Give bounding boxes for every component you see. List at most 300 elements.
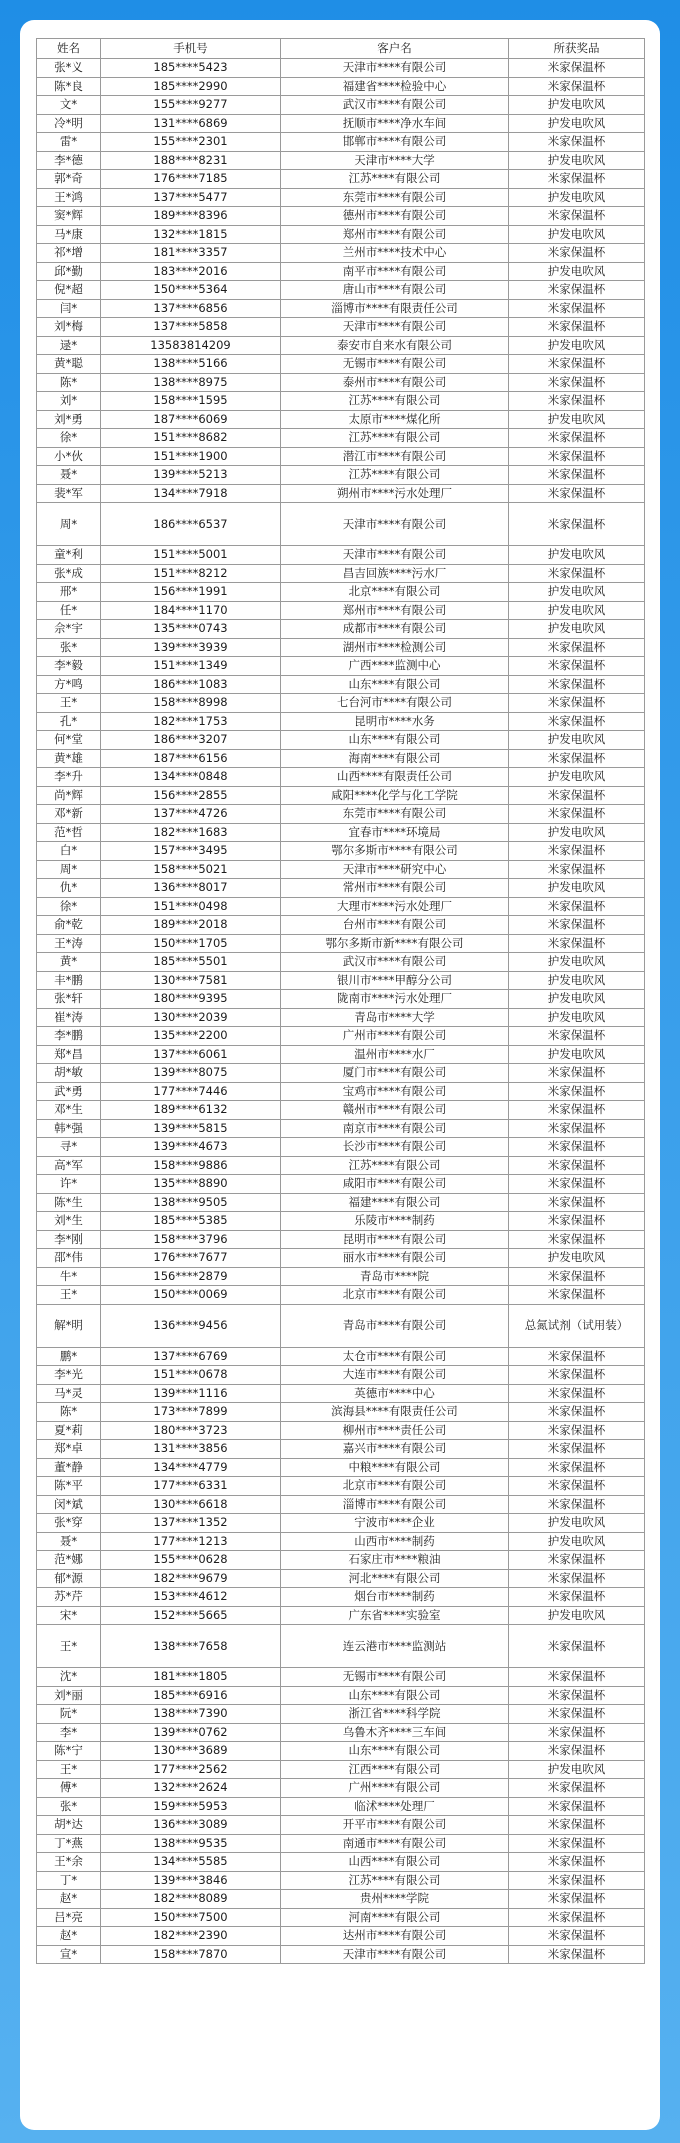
cell-prize: 米家保温杯 — [509, 1366, 645, 1385]
cell-phone: 139****1116 — [101, 1384, 281, 1403]
cell-phone: 185****5501 — [101, 953, 281, 972]
cell-name: 马*康 — [37, 225, 101, 244]
cell-customer: 郑州市****有限公司 — [281, 601, 509, 620]
cell-customer: 南通市****有限公司 — [281, 1834, 509, 1853]
cell-prize: 米家保温杯 — [509, 1477, 645, 1496]
cell-phone: 139****3939 — [101, 638, 281, 657]
cell-phone: 185****6916 — [101, 1686, 281, 1705]
cell-phone: 138****9535 — [101, 1834, 281, 1853]
table-row — [37, 1008, 645, 1027]
cell-name: 解*明 — [37, 1304, 101, 1347]
cell-phone: 137****5858 — [101, 318, 281, 337]
cell-customer: 天津市****有限公司 — [281, 59, 509, 78]
cell-prize: 护发电吹风 — [509, 879, 645, 898]
cell-phone: 139****5213 — [101, 466, 281, 485]
cell-phone: 153****4612 — [101, 1588, 281, 1607]
table-row — [37, 466, 645, 485]
cell-name: 寻* — [37, 1138, 101, 1157]
table-row — [37, 1347, 645, 1366]
cell-phone: 139****5815 — [101, 1119, 281, 1138]
table-row — [37, 990, 645, 1009]
cell-phone: 131****6869 — [101, 114, 281, 133]
table-row — [37, 1760, 645, 1779]
cell-prize: 米家保温杯 — [509, 694, 645, 713]
cell-phone: 159****5953 — [101, 1797, 281, 1816]
cell-phone: 136****9456 — [101, 1304, 281, 1347]
cell-name: 胡*达 — [37, 1816, 101, 1835]
cell-phone: 138****7390 — [101, 1705, 281, 1724]
cell-name: 祁*增 — [37, 244, 101, 263]
header-prize: 所获奖品 — [509, 39, 645, 59]
cell-customer: 天津市****有限公司 — [281, 1945, 509, 1964]
cell-customer: 山东****有限公司 — [281, 1686, 509, 1705]
cell-name: 徐* — [37, 897, 101, 916]
cell-prize: 米家保温杯 — [509, 1347, 645, 1366]
cell-prize: 护发电吹风 — [509, 262, 645, 281]
cell-phone: 139****8075 — [101, 1064, 281, 1083]
cell-name: 任* — [37, 601, 101, 620]
cell-phone: 134****7918 — [101, 484, 281, 503]
cell-prize: 米家保温杯 — [509, 1908, 645, 1927]
cell-name: 何*堂 — [37, 731, 101, 750]
cell-phone: 187****6156 — [101, 749, 281, 768]
cell-customer: 无锡市****有限公司 — [281, 1668, 509, 1687]
cell-phone: 131****3856 — [101, 1440, 281, 1459]
cell-prize: 米家保温杯 — [509, 77, 645, 96]
cell-phone: 151****8212 — [101, 564, 281, 583]
table-row — [37, 860, 645, 879]
cell-phone: 137****5477 — [101, 188, 281, 207]
cell-name: 聂* — [37, 1532, 101, 1551]
cell-prize: 米家保温杯 — [509, 1230, 645, 1249]
cell-customer: 兰州市****技术中心 — [281, 244, 509, 263]
cell-name: 倪*超 — [37, 281, 101, 300]
cell-prize: 护发电吹风 — [509, 188, 645, 207]
cell-prize: 米家保温杯 — [509, 1588, 645, 1607]
cell-prize: 米家保温杯 — [509, 638, 645, 657]
cell-customer: 昆明市****有限公司 — [281, 1230, 509, 1249]
cell-phone: 189****8396 — [101, 207, 281, 226]
cell-name: 邓*生 — [37, 1101, 101, 1120]
table-row — [37, 1366, 645, 1385]
table-row — [37, 244, 645, 263]
cell-phone: 155****9277 — [101, 96, 281, 115]
table-row — [37, 823, 645, 842]
cell-customer: 昌吉回族****污水厂 — [281, 564, 509, 583]
cell-name: 陈*宁 — [37, 1742, 101, 1761]
table-row — [37, 1440, 645, 1459]
cell-phone: 158****7870 — [101, 1945, 281, 1964]
cell-customer: 山东****有限公司 — [281, 731, 509, 750]
cell-prize: 护发电吹风 — [509, 1606, 645, 1625]
cell-prize: 米家保温杯 — [509, 1742, 645, 1761]
cell-name: 黄*聪 — [37, 355, 101, 374]
cell-prize: 总氮试剂（试用装） — [509, 1304, 645, 1347]
cell-phone: 138****7658 — [101, 1625, 281, 1668]
cell-phone: 134****4779 — [101, 1458, 281, 1477]
cell-customer: 山东****有限公司 — [281, 1742, 509, 1761]
cell-prize: 护发电吹风 — [509, 1249, 645, 1268]
cell-prize: 米家保温杯 — [509, 1890, 645, 1909]
cell-name: 鹏* — [37, 1347, 101, 1366]
cell-customer: 潜江市****有限公司 — [281, 447, 509, 466]
cell-name: 沈* — [37, 1668, 101, 1687]
cell-name: 李*德 — [37, 151, 101, 170]
cell-customer: 邯郸市****有限公司 — [281, 133, 509, 152]
table-row — [37, 1705, 645, 1724]
cell-customer: 宁波市****企业 — [281, 1514, 509, 1533]
cell-name: 郭*奇 — [37, 170, 101, 189]
cell-customer: 临沭****处理厂 — [281, 1797, 509, 1816]
cell-phone: 151****0678 — [101, 1366, 281, 1385]
cell-customer: 青岛市****大学 — [281, 1008, 509, 1027]
cell-phone: 130****7581 — [101, 971, 281, 990]
cell-prize: 米家保温杯 — [509, 897, 645, 916]
cell-prize: 护发电吹风 — [509, 96, 645, 115]
cell-phone: 137****4726 — [101, 805, 281, 824]
cell-name: 陈*生 — [37, 1193, 101, 1212]
cell-prize: 米家保温杯 — [509, 244, 645, 263]
cell-name: 李*毅 — [37, 657, 101, 676]
cell-customer: 广西****监测中心 — [281, 657, 509, 676]
cell-prize: 护发电吹风 — [509, 410, 645, 429]
cell-phone: 139****3846 — [101, 1871, 281, 1890]
table-row — [37, 392, 645, 411]
table-row — [37, 1797, 645, 1816]
cell-customer: 唐山市****有限公司 — [281, 281, 509, 300]
cell-phone: 138****9505 — [101, 1193, 281, 1212]
cell-phone: 180****9395 — [101, 990, 281, 1009]
cell-prize: 米家保温杯 — [509, 133, 645, 152]
cell-prize: 米家保温杯 — [509, 934, 645, 953]
header-phone: 手机号 — [101, 39, 281, 59]
table-row — [37, 768, 645, 787]
cell-customer: 武汉市****有限公司 — [281, 96, 509, 115]
cell-phone: 13583814209 — [101, 336, 281, 355]
table-row — [37, 1458, 645, 1477]
cell-phone: 186****1083 — [101, 675, 281, 694]
cell-name: 王* — [37, 694, 101, 713]
cell-prize: 米家保温杯 — [509, 1267, 645, 1286]
cell-prize: 米家保温杯 — [509, 1797, 645, 1816]
table-row — [37, 1286, 645, 1305]
table-row — [37, 114, 645, 133]
cell-name: 丁*燕 — [37, 1834, 101, 1853]
cell-customer: 咸阳****化学与化工学院 — [281, 786, 509, 805]
cell-customer: 海南****有限公司 — [281, 749, 509, 768]
cell-prize: 米家保温杯 — [509, 299, 645, 318]
cell-customer: 青岛市****院 — [281, 1267, 509, 1286]
cell-phone: 134****5585 — [101, 1853, 281, 1872]
cell-customer: 河南****有限公司 — [281, 1908, 509, 1927]
table-row — [37, 1871, 645, 1890]
cell-prize: 米家保温杯 — [509, 1286, 645, 1305]
cell-customer: 福建****有限公司 — [281, 1193, 509, 1212]
cell-name: 逯* — [37, 336, 101, 355]
cell-prize: 米家保温杯 — [509, 466, 645, 485]
cell-customer: 柳州市****责任公司 — [281, 1421, 509, 1440]
cell-prize: 米家保温杯 — [509, 1101, 645, 1120]
cell-phone: 137****6769 — [101, 1347, 281, 1366]
cell-customer: 湖州市****检测公司 — [281, 638, 509, 657]
cell-phone: 132****2624 — [101, 1779, 281, 1798]
cell-name: 宣* — [37, 1945, 101, 1964]
cell-name: 王*涛 — [37, 934, 101, 953]
cell-customer: 朔州市****污水处理厂 — [281, 484, 509, 503]
cell-name: 赵* — [37, 1927, 101, 1946]
table-row — [37, 1668, 645, 1687]
table-row — [37, 1686, 645, 1705]
cell-prize: 米家保温杯 — [509, 1834, 645, 1853]
cell-customer: 银川市****甲醇分公司 — [281, 971, 509, 990]
cell-phone: 177****2562 — [101, 1760, 281, 1779]
header-row — [37, 39, 645, 59]
cell-prize: 米家保温杯 — [509, 207, 645, 226]
cell-customer: 山东****有限公司 — [281, 675, 509, 694]
cell-prize: 护发电吹风 — [509, 1514, 645, 1533]
cell-prize: 护发电吹风 — [509, 336, 645, 355]
cell-prize: 米家保温杯 — [509, 484, 645, 503]
cell-phone: 185****5423 — [101, 59, 281, 78]
cell-phone: 183****2016 — [101, 262, 281, 281]
cell-prize: 米家保温杯 — [509, 1082, 645, 1101]
cell-prize: 米家保温杯 — [509, 860, 645, 879]
table-row — [37, 564, 645, 583]
cell-name: 郑*卓 — [37, 1440, 101, 1459]
cell-prize: 护发电吹风 — [509, 953, 645, 972]
cell-customer: 德州市****有限公司 — [281, 207, 509, 226]
cell-customer: 烟台市****制药 — [281, 1588, 509, 1607]
table-row — [37, 1212, 645, 1231]
cell-name: 范*娜 — [37, 1551, 101, 1570]
cell-customer: 咸阳市****有限公司 — [281, 1175, 509, 1194]
cell-prize: 米家保温杯 — [509, 1723, 645, 1742]
table-row — [37, 1779, 645, 1798]
table-row — [37, 1588, 645, 1607]
table-row — [37, 1606, 645, 1625]
cell-prize: 护发电吹风 — [509, 990, 645, 1009]
cell-prize: 米家保温杯 — [509, 842, 645, 861]
cell-name: 陈*平 — [37, 1477, 101, 1496]
table-row — [37, 638, 645, 657]
cell-prize: 护发电吹风 — [509, 731, 645, 750]
cell-name: 佘*宇 — [37, 620, 101, 639]
cell-name: 闫* — [37, 299, 101, 318]
cell-prize: 米家保温杯 — [509, 564, 645, 583]
cell-customer: 乐陵市****制药 — [281, 1212, 509, 1231]
table-row — [37, 694, 645, 713]
table-row — [37, 1890, 645, 1909]
cell-name: 邵*伟 — [37, 1249, 101, 1268]
cell-phone: 185****2990 — [101, 77, 281, 96]
cell-prize: 米家保温杯 — [509, 1686, 645, 1705]
cell-name: 俞*乾 — [37, 916, 101, 935]
cell-customer: 南京市****有限公司 — [281, 1119, 509, 1138]
cell-customer: 中粮****有限公司 — [281, 1458, 509, 1477]
cell-prize: 护发电吹风 — [509, 1760, 645, 1779]
cell-prize: 米家保温杯 — [509, 712, 645, 731]
cell-customer: 大理市****污水处理厂 — [281, 897, 509, 916]
cell-customer: 鄂尔多斯市****有限公司 — [281, 842, 509, 861]
table-row — [37, 170, 645, 189]
cell-phone: 151****5001 — [101, 546, 281, 565]
table-row — [37, 1249, 645, 1268]
cell-prize: 米家保温杯 — [509, 1064, 645, 1083]
cell-name: 王*余 — [37, 1853, 101, 1872]
cell-phone: 137****1352 — [101, 1514, 281, 1533]
cell-phone: 182****1683 — [101, 823, 281, 842]
cell-customer: 浙江省****科学院 — [281, 1705, 509, 1724]
cell-prize: 米家保温杯 — [509, 1551, 645, 1570]
cell-customer: 大连市****有限公司 — [281, 1366, 509, 1385]
cell-phone: 135****8890 — [101, 1175, 281, 1194]
table-row — [37, 188, 645, 207]
cell-name: 窦*辉 — [37, 207, 101, 226]
cell-customer: 东莞市****有限公司 — [281, 188, 509, 207]
cell-phone: 135****2200 — [101, 1027, 281, 1046]
cell-name: 周* — [37, 860, 101, 879]
cell-phone: 158****5021 — [101, 860, 281, 879]
cell-name: 刘* — [37, 392, 101, 411]
cell-prize: 护发电吹风 — [509, 1045, 645, 1064]
cell-prize: 米家保温杯 — [509, 503, 645, 546]
cell-customer: 太原市****煤化所 — [281, 410, 509, 429]
table-row — [37, 1064, 645, 1083]
cell-name: 张*成 — [37, 564, 101, 583]
cell-name: 张*义 — [37, 59, 101, 78]
cell-customer: 连云港市****监测站 — [281, 1625, 509, 1668]
cell-phone: 130****3689 — [101, 1742, 281, 1761]
cell-phone: 151****1900 — [101, 447, 281, 466]
table-row — [37, 503, 645, 546]
cell-customer: 英德市****中心 — [281, 1384, 509, 1403]
cell-customer: 赣州市****有限公司 — [281, 1101, 509, 1120]
cell-customer: 北京市****有限公司 — [281, 1286, 509, 1305]
cell-name: 张*穿 — [37, 1514, 101, 1533]
table-row — [37, 429, 645, 448]
header-customer: 客户名 — [281, 39, 509, 59]
cell-name: 邓*新 — [37, 805, 101, 824]
cell-prize: 护发电吹风 — [509, 601, 645, 620]
cell-name: 仇* — [37, 879, 101, 898]
table-row — [37, 971, 645, 990]
table-row — [37, 1138, 645, 1157]
table-row — [37, 336, 645, 355]
cell-name: 范*哲 — [37, 823, 101, 842]
cell-name: 阮* — [37, 1705, 101, 1724]
cell-phone: 136****8017 — [101, 879, 281, 898]
table-row — [37, 620, 645, 639]
table-row — [37, 1304, 645, 1347]
cell-name: 马*灵 — [37, 1384, 101, 1403]
table-row — [37, 1834, 645, 1853]
cell-prize: 护发电吹风 — [509, 114, 645, 133]
table-row — [37, 447, 645, 466]
table-row — [37, 59, 645, 78]
cell-phone: 182****2390 — [101, 1927, 281, 1946]
cell-phone: 137****6856 — [101, 299, 281, 318]
cell-name: 董*静 — [37, 1458, 101, 1477]
cell-customer: 常州市****有限公司 — [281, 879, 509, 898]
cell-phone: 184****1170 — [101, 601, 281, 620]
cell-customer: 福建省****检验中心 — [281, 77, 509, 96]
cell-name: 崔*涛 — [37, 1008, 101, 1027]
cell-customer: 江苏****有限公司 — [281, 1871, 509, 1890]
cell-name: 郁*源 — [37, 1569, 101, 1588]
cell-phone: 176****7185 — [101, 170, 281, 189]
cell-customer: 台州市****有限公司 — [281, 916, 509, 935]
table-row — [37, 1384, 645, 1403]
cell-phone: 176****7677 — [101, 1249, 281, 1268]
table-row — [37, 1082, 645, 1101]
cell-customer: 天津市****有限公司 — [281, 503, 509, 546]
cell-prize: 护发电吹风 — [509, 1532, 645, 1551]
table-row — [37, 318, 645, 337]
cell-prize: 米家保温杯 — [509, 749, 645, 768]
cell-prize: 米家保温杯 — [509, 429, 645, 448]
cell-name: 胡*敏 — [37, 1064, 101, 1083]
table-row — [37, 1625, 645, 1668]
table-row — [37, 1945, 645, 1964]
cell-name: 吕*亮 — [37, 1908, 101, 1927]
cell-name: 裴*军 — [37, 484, 101, 503]
cell-name: 文* — [37, 96, 101, 115]
cell-customer: 宝鸡市****有限公司 — [281, 1082, 509, 1101]
cell-customer: 广州****有限公司 — [281, 1779, 509, 1798]
cell-prize: 护发电吹风 — [509, 620, 645, 639]
cell-name: 苏*芹 — [37, 1588, 101, 1607]
cell-prize: 米家保温杯 — [509, 1138, 645, 1157]
table-row — [37, 1853, 645, 1872]
table-row — [37, 225, 645, 244]
cell-phone: 188****8231 — [101, 151, 281, 170]
cell-customer: 北京****有限公司 — [281, 583, 509, 602]
cell-name: 高*军 — [37, 1156, 101, 1175]
cell-name: 陈* — [37, 1403, 101, 1422]
cell-prize: 护发电吹风 — [509, 583, 645, 602]
cell-name: 郑*昌 — [37, 1045, 101, 1064]
cell-prize: 米家保温杯 — [509, 318, 645, 337]
table-row — [37, 262, 645, 281]
cell-prize: 米家保温杯 — [509, 1156, 645, 1175]
cell-phone: 177****1213 — [101, 1532, 281, 1551]
cell-phone: 185****5385 — [101, 1212, 281, 1231]
cell-customer: 武汉市****有限公司 — [281, 953, 509, 972]
cell-phone: 151****8682 — [101, 429, 281, 448]
cell-name: 武*勇 — [37, 1082, 101, 1101]
cell-name: 李*鹏 — [37, 1027, 101, 1046]
cell-name: 陈*良 — [37, 77, 101, 96]
cell-customer: 陇南市****污水处理厂 — [281, 990, 509, 1009]
cell-phone: 150****0069 — [101, 1286, 281, 1305]
cell-phone: 138****5166 — [101, 355, 281, 374]
cell-prize: 米家保温杯 — [509, 1927, 645, 1946]
cell-phone: 137****6061 — [101, 1045, 281, 1064]
cell-name: 童*利 — [37, 546, 101, 565]
cell-phone: 158****9886 — [101, 1156, 281, 1175]
cell-name: 孔* — [37, 712, 101, 731]
cell-customer: 江苏****有限公司 — [281, 429, 509, 448]
table-row — [37, 373, 645, 392]
cell-prize: 米家保温杯 — [509, 1853, 645, 1872]
cell-customer: 嘉兴市****有限公司 — [281, 1440, 509, 1459]
cell-customer: 江西****有限公司 — [281, 1760, 509, 1779]
cell-customer: 南平市****有限公司 — [281, 262, 509, 281]
cell-prize: 米家保温杯 — [509, 281, 645, 300]
table-row — [37, 916, 645, 935]
table-row — [37, 1403, 645, 1422]
cell-customer: 无锡市****有限公司 — [281, 355, 509, 374]
